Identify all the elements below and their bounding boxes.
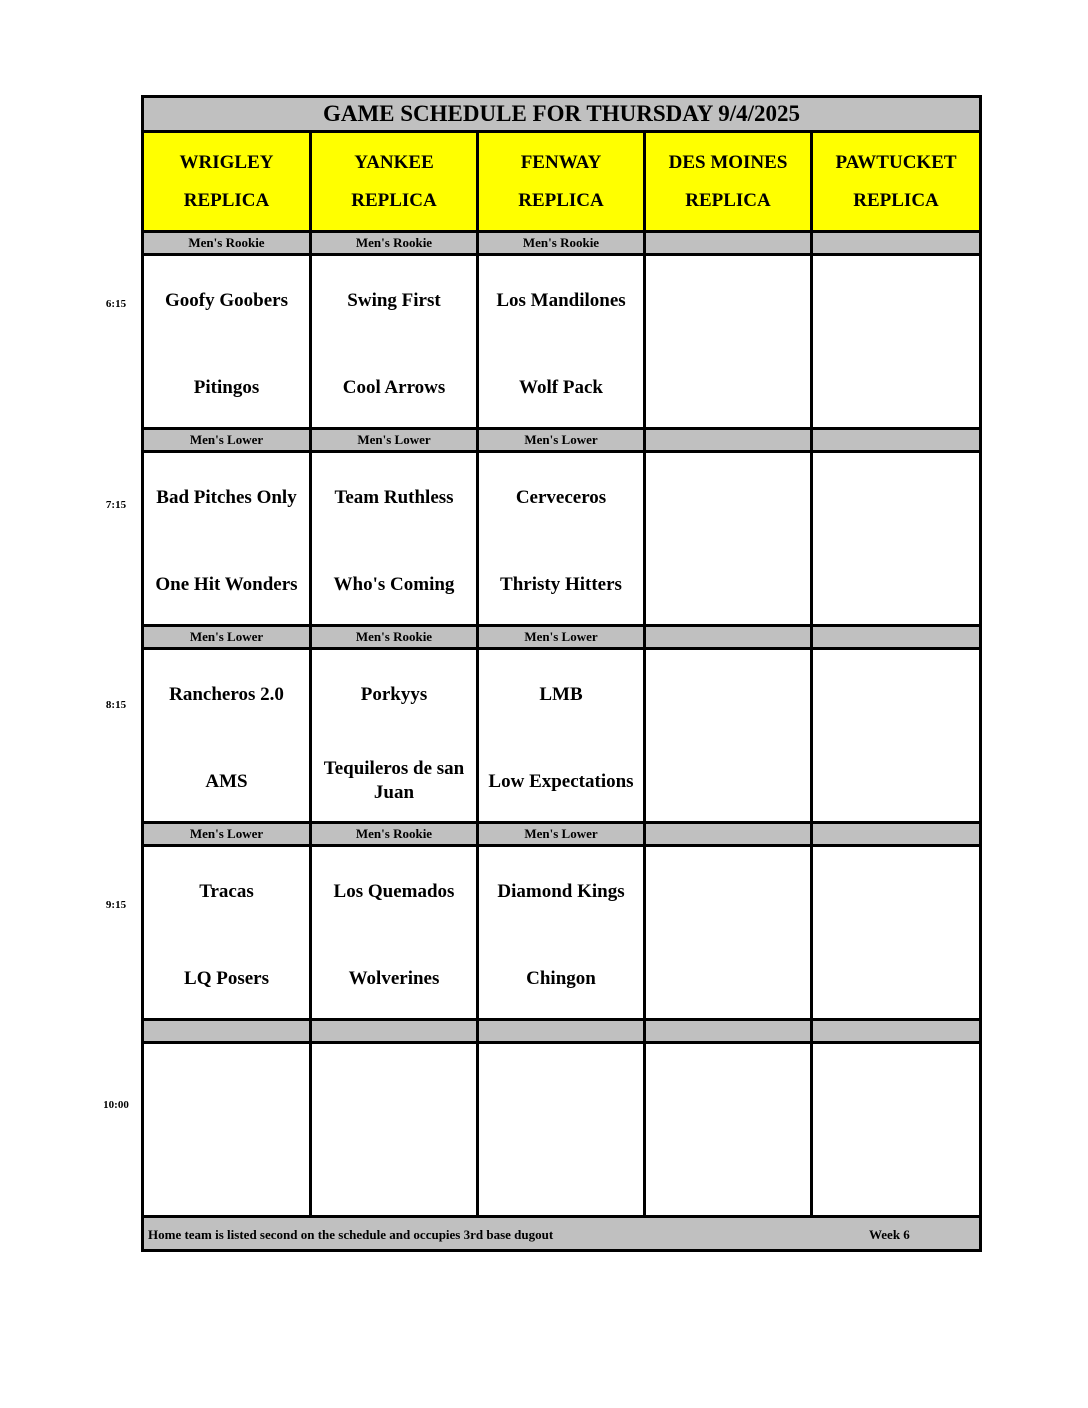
home-team: Low Expectations bbox=[488, 771, 634, 792]
away-team: Goofy Goobers bbox=[165, 290, 288, 311]
field-subtitle: REPLICA bbox=[685, 189, 771, 211]
game-cell bbox=[645, 452, 812, 626]
game-cell bbox=[311, 846, 478, 1020]
game-cell bbox=[812, 1043, 981, 1217]
game-cell bbox=[143, 649, 311, 823]
away-team: Team Ruthless bbox=[334, 487, 454, 508]
away-team: Diamond Kings bbox=[497, 881, 625, 902]
division-label: Men's Rookie bbox=[311, 232, 478, 255]
time-label: 7:15 bbox=[105, 499, 127, 511]
game-cell bbox=[645, 255, 812, 429]
division-label bbox=[812, 1020, 981, 1043]
field-subtitle: REPLICA bbox=[518, 189, 604, 211]
division-label: Men's Rookie bbox=[478, 232, 645, 255]
home-team: Chingon bbox=[526, 968, 596, 989]
game-cell bbox=[478, 1043, 645, 1217]
division-label: Men's Lower bbox=[311, 429, 478, 452]
game-cell bbox=[143, 846, 311, 1020]
division-label bbox=[143, 1020, 311, 1043]
game-cell bbox=[311, 255, 478, 429]
field-subtitle: REPLICA bbox=[351, 189, 437, 211]
home-team: Wolf Pack bbox=[519, 377, 603, 398]
game-cell bbox=[311, 649, 478, 823]
time-label: 8:15 bbox=[105, 699, 127, 711]
field-header bbox=[478, 132, 645, 232]
division-label bbox=[645, 429, 812, 452]
home-team: Tequileros de san Juan bbox=[323, 758, 465, 803]
game-cell bbox=[645, 846, 812, 1020]
field-header bbox=[311, 132, 478, 232]
field-subtitle: REPLICA bbox=[183, 189, 270, 211]
away-team: Rancheros 2.0 bbox=[169, 684, 284, 705]
field-subtitle: REPLICA bbox=[853, 189, 939, 211]
home-team: Thristy Hitters bbox=[500, 574, 622, 595]
game-cell bbox=[812, 452, 981, 626]
division-label: Men's Lower bbox=[143, 626, 311, 649]
home-team: Who's Coming bbox=[333, 574, 455, 595]
home-team: One Hit Wonders bbox=[155, 574, 298, 595]
schedule-table bbox=[141, 95, 982, 1252]
away-team: Bad Pitches Only bbox=[156, 487, 297, 508]
home-team: Pitingos bbox=[193, 377, 260, 398]
away-team: Tracas bbox=[199, 881, 254, 902]
time-label: 10:00 bbox=[103, 1099, 129, 1111]
schedule-title: GAME SCHEDULE FOR THURSDAY 9/4/2025 bbox=[143, 97, 981, 132]
game-cell bbox=[478, 452, 645, 626]
game-cell bbox=[478, 649, 645, 823]
game-cell bbox=[143, 255, 311, 429]
away-team: LMB bbox=[539, 684, 583, 705]
game-cell bbox=[812, 649, 981, 823]
field-name: DES MOINES bbox=[668, 151, 788, 173]
division-label: Men's Lower bbox=[478, 429, 645, 452]
division-label: Men's Rookie bbox=[143, 232, 311, 255]
time-label: 9:15 bbox=[105, 899, 127, 911]
time-label: 6:15 bbox=[105, 298, 127, 310]
field-header bbox=[645, 132, 812, 232]
division-label: Men's Rookie bbox=[311, 823, 478, 846]
division-label bbox=[311, 1020, 478, 1043]
game-cell bbox=[143, 1043, 311, 1217]
home-team: LQ Posers bbox=[184, 968, 269, 989]
division-label: Men's Lower bbox=[478, 626, 645, 649]
game-cell bbox=[311, 452, 478, 626]
footer-note: Home team is listed second on the schedule and occupies 3rd base dugout bbox=[148, 1227, 554, 1242]
field-name: FENWAY bbox=[520, 151, 602, 173]
division-label bbox=[645, 1020, 812, 1043]
field-name: PAWTUCKET bbox=[835, 151, 957, 173]
game-cell bbox=[478, 846, 645, 1020]
division-label bbox=[812, 232, 981, 255]
game-cell bbox=[812, 255, 981, 429]
week-label: Week 6 bbox=[869, 1227, 910, 1242]
game-cell bbox=[311, 1043, 478, 1217]
home-team: Cool Arrows bbox=[342, 377, 446, 398]
division-label bbox=[645, 232, 812, 255]
field-name: YANKEE bbox=[354, 151, 434, 173]
division-label bbox=[812, 429, 981, 452]
game-cell bbox=[478, 255, 645, 429]
division-label: Men's Lower bbox=[143, 429, 311, 452]
division-label bbox=[812, 823, 981, 846]
field-header bbox=[143, 132, 311, 232]
away-team: Swing First bbox=[347, 290, 441, 311]
home-team: Wolverines bbox=[348, 968, 440, 989]
game-cell bbox=[812, 846, 981, 1020]
game-cell bbox=[645, 1043, 812, 1217]
away-team: Los Mandilones bbox=[496, 290, 626, 311]
away-team: Porkyys bbox=[360, 684, 428, 705]
footer-bar bbox=[143, 1217, 981, 1251]
field-name: WRIGLEY bbox=[179, 151, 274, 173]
away-team: Los Quemados bbox=[333, 881, 455, 902]
division-label bbox=[645, 823, 812, 846]
division-label bbox=[478, 1020, 645, 1043]
game-cell bbox=[645, 649, 812, 823]
away-team: Cerveceros bbox=[515, 487, 607, 508]
division-label bbox=[645, 626, 812, 649]
division-label: Men's Lower bbox=[478, 823, 645, 846]
home-team: AMS bbox=[205, 771, 248, 792]
division-label: Men's Lower bbox=[143, 823, 311, 846]
division-label: Men's Rookie bbox=[311, 626, 478, 649]
game-cell bbox=[143, 452, 311, 626]
field-header bbox=[812, 132, 981, 232]
division-label bbox=[812, 626, 981, 649]
